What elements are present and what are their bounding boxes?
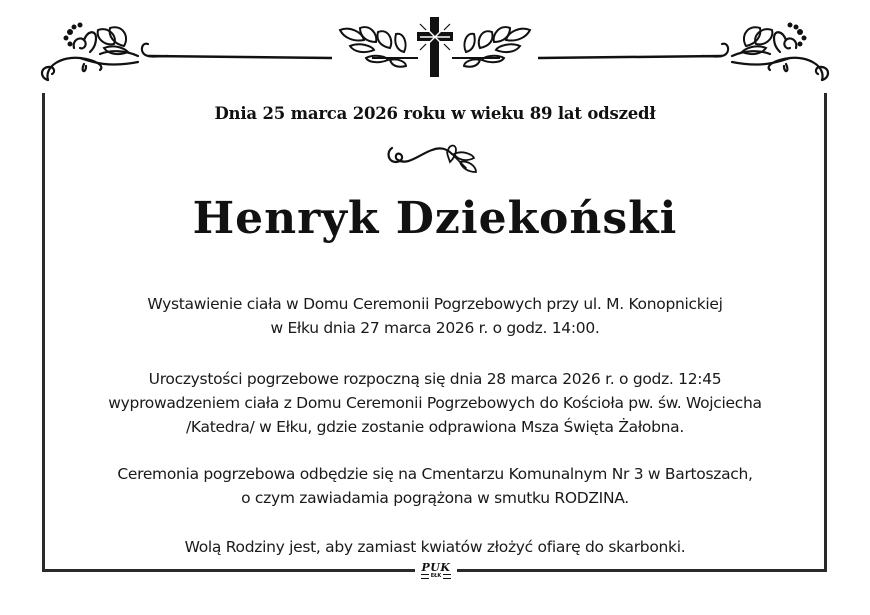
puk-logo bbox=[415, 562, 457, 579]
cross-icon bbox=[417, 17, 453, 77]
paragraph-line: Wolą Rodziny jest, aby zamiast kwiatów złożyć ofiarę do skarbonki. bbox=[184, 538, 686, 556]
paragraph-line: Uroczystości pogrzebowe rozpoczną się dnia 28 marca 2026 r. o godz. 12:45 bbox=[148, 370, 722, 388]
logo-sub-text: EŁK bbox=[430, 573, 442, 579]
deceased-name: Henryk Dziekoński bbox=[192, 193, 678, 244]
paragraph-funeral-ceremony bbox=[0, 367, 870, 439]
ornament-line-right bbox=[538, 56, 722, 58]
frame-bottom-border-right bbox=[457, 569, 827, 572]
logo-bar-right bbox=[443, 574, 451, 579]
paragraph-line: /Katedra/ w Ełku, gdzie zostanie odprawiona Msza Święta Żałobna. bbox=[185, 418, 685, 436]
paragraph-viewing bbox=[0, 292, 870, 340]
paragraph-donation-request bbox=[0, 535, 870, 559]
paragraph-line: wyprowadzeniem ciała z Domu Ceremonii Pogrzebowych do Kościoła pw. św. Wojciecha bbox=[108, 394, 762, 412]
logo-bar-left bbox=[421, 574, 429, 579]
floral-swirl-icon-right bbox=[702, 32, 828, 80]
paragraph-line: o czym zawiadamia pogrążona w smutku RODZINA. bbox=[241, 489, 629, 507]
frame-bottom-border-left bbox=[42, 569, 415, 572]
death-announcement-intro: Dnia 25 marca 2026 roku w wieku 89 lat odszedł bbox=[214, 104, 656, 123]
logo-main-text: PUK bbox=[421, 561, 451, 574]
leaves-left-corner bbox=[98, 27, 128, 54]
laurel-branch-right bbox=[452, 27, 530, 67]
logo-sub-row bbox=[415, 573, 457, 579]
paragraph-line: w Ełku dnia 27 marca 2026 r. o godz. 14:00. bbox=[270, 319, 600, 337]
paragraph-line: Ceremonia pogrzebowa odbędzie się na Cmentarzu Komunalnym Nr 3 w Bartoszach, bbox=[117, 465, 753, 483]
ornament-line-left bbox=[148, 56, 332, 58]
paragraph-cemetery bbox=[0, 462, 870, 510]
top-ornament bbox=[0, 0, 870, 95]
laurel-branch-left bbox=[340, 27, 418, 67]
paragraph-line: Wystawienie ciała w Domu Ceremonii Pogrzebowych przy ul. M. Konopnickiej bbox=[147, 295, 723, 313]
leaf-vine-divider-icon bbox=[384, 140, 486, 174]
leaves-right-corner bbox=[742, 27, 772, 54]
